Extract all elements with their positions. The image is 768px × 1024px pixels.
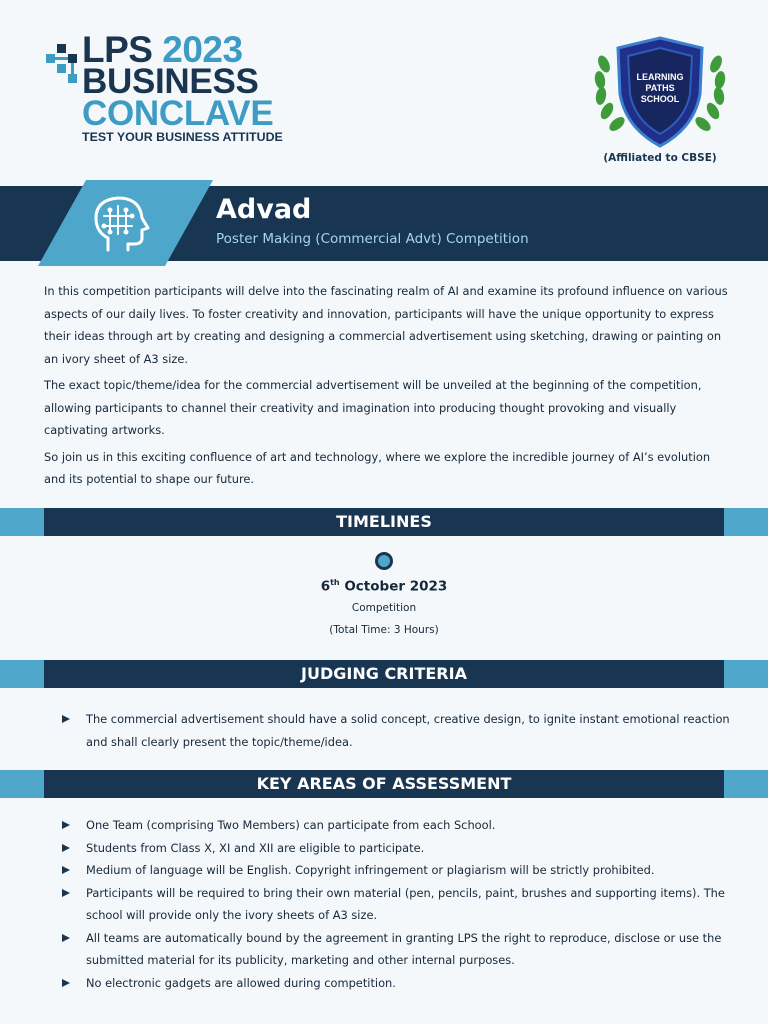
timelines-section-header bbox=[0, 508, 768, 536]
logo-title-line2: BUSINESS bbox=[82, 62, 259, 101]
list-item-text: Participants will be required to bring their own material (pen, pencils, paint, brushes and supporting items). The school will provide only the ivory sheets of A3 size. bbox=[86, 885, 725, 922]
judging-heading: JUDGING CRITERIA bbox=[44, 660, 724, 688]
judging-list bbox=[62, 708, 742, 753]
list-item bbox=[62, 882, 742, 927]
logo-title-line3: CONCLAVE bbox=[82, 94, 274, 133]
crest-text-3: SCHOOL bbox=[640, 94, 680, 104]
list-item-text: The commercial advertisement should have a solid concept, creative design, to ignite instant emotional reaction and shall clearly present the topic/theme/idea. bbox=[86, 712, 730, 749]
section-edge-right bbox=[724, 660, 768, 688]
assessment-heading: KEY AREAS OF ASSESSMENT bbox=[44, 770, 724, 798]
timeline-event: Competition bbox=[351, 602, 417, 614]
bullet-arrow-icon bbox=[62, 889, 70, 897]
competition-subtitle: Poster Making (Commercial Advt) Competition bbox=[216, 231, 529, 247]
list-item-text: One Team (comprising Two Members) can participate from each School. bbox=[86, 818, 496, 832]
date-rest: October 2023 bbox=[339, 578, 448, 595]
school-crest-icon bbox=[590, 34, 730, 152]
list-item bbox=[62, 814, 742, 837]
bullet-arrow-icon bbox=[62, 979, 70, 987]
section-edge-left bbox=[0, 508, 44, 536]
logo-lps: LPS bbox=[82, 29, 153, 70]
ai-head-icon bbox=[88, 192, 152, 256]
intro-paragraph: The exact topic/theme/idea for the commercial advertisement will be unveiled at the beginning of the competition, allowing participants to channel their creativity and imagination into producing thought provoking and visually captivating artworks. bbox=[44, 378, 702, 437]
date-day: 6 bbox=[320, 578, 331, 595]
list-item bbox=[62, 708, 742, 753]
bullet-arrow-icon bbox=[62, 821, 70, 829]
competition-title: Advad bbox=[216, 194, 312, 225]
list-item bbox=[62, 927, 742, 972]
list-item-text: All teams are automatically bound by the agreement in granting LPS the right to reproduce, disclose or use the submitted material for its publicity, marketing and other internal purposes. bbox=[86, 930, 722, 967]
list-item bbox=[62, 859, 742, 882]
crest-text-1: LEARNING bbox=[636, 72, 684, 82]
list-item-text: Medium of language will be English. Copyright infringement or plagiarism will be strictly prohibited. bbox=[86, 863, 655, 877]
intro-paragraph: In this competition participants will delve into the fascinating realm of AI and examine its profound influence on various aspects of our daily lives. To foster creativity and innovation, participants will have the unique opportunity to express their ideas through art by creating and designing a commercial advertisement using sketching, drawing or painting on an ivory sheet of A3 size. bbox=[44, 284, 728, 366]
affiliation-text: (Affiliated to CBSE) bbox=[603, 152, 717, 164]
logo-tagline: TEST YOUR BUSINESS ATTITUDE bbox=[82, 130, 283, 144]
timeline-duration: (Total Time: 3 Hours) bbox=[329, 624, 439, 636]
bullet-arrow-icon bbox=[62, 844, 70, 852]
section-edge-right bbox=[724, 508, 768, 536]
timelines-heading: TIMELINES bbox=[44, 508, 724, 536]
list-item-text: Students from Class X, XI and XII are eligible to participate. bbox=[86, 840, 425, 855]
list-item bbox=[62, 972, 742, 995]
date-suffix: th bbox=[330, 578, 340, 587]
intro-text bbox=[44, 280, 734, 495]
conclave-logo bbox=[44, 29, 304, 144]
judging-section-header bbox=[0, 660, 768, 688]
list-item bbox=[62, 837, 742, 860]
section-edge-left bbox=[0, 660, 44, 688]
logo-year: 2023 bbox=[162, 29, 243, 70]
bullet-arrow-icon bbox=[62, 934, 70, 942]
intro-paragraph: So join us in this exciting confluence of art and technology, where we explore the incredible journey of AI’s evolution and its potential to shape our future. bbox=[44, 449, 711, 486]
crest-text-2: PATHS bbox=[645, 83, 675, 93]
section-edge-left bbox=[0, 770, 44, 798]
assessment-list bbox=[62, 814, 742, 994]
timeline-date bbox=[0, 578, 768, 595]
section-edge-right bbox=[724, 770, 768, 798]
assessment-section-header bbox=[0, 770, 768, 798]
list-item-text: No electronic gadgets are allowed during competition. bbox=[86, 975, 396, 990]
bullet-arrow-icon bbox=[62, 715, 70, 723]
timeline-dot-icon bbox=[375, 552, 393, 570]
bullet-arrow-icon bbox=[62, 866, 70, 874]
